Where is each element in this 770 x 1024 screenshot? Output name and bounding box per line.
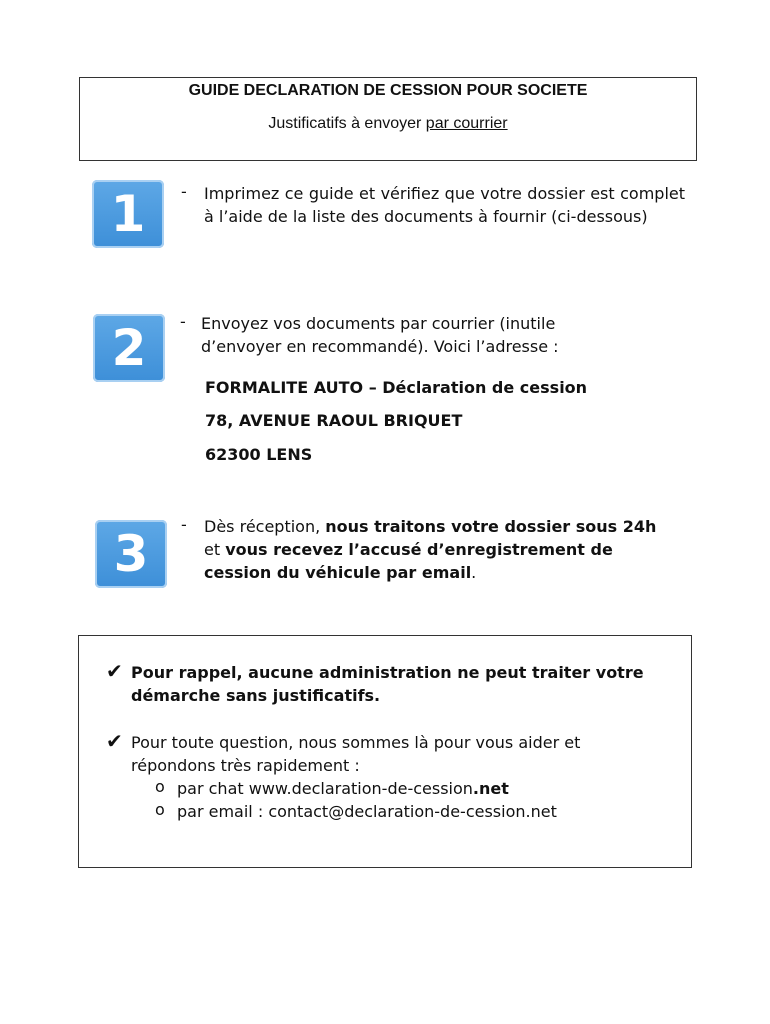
address-company: FORMALITE AUTO – Déclaration de cession: [205, 378, 588, 397]
step-2-dash: -: [180, 312, 186, 331]
reminder-text: Pour rappel, aucune administration ne peut traiter votre démarche sans justificatifs.: [131, 663, 644, 705]
subtitle-prefix: Justificatifs à envoyer: [268, 115, 426, 132]
step-3-part-period: .: [471, 563, 477, 582]
step-3-part-processing: nous traitons votre dossier sous 24h: [325, 517, 657, 536]
step-3-part-and: et: [204, 540, 226, 559]
step-2-line-1: Envoyez vos documents par courrier (inutile: [201, 314, 556, 333]
bullet-icon: o: [155, 800, 165, 819]
address-street: 78, AVENUE RAOUL BRIQUET: [205, 411, 463, 430]
step-1-text: Imprimez ce guide et vérifiez que votre dossier est complet à l’aide de la liste des documents à fournir (ci-dessous): [204, 184, 685, 226]
step-1-badge: 1: [92, 180, 164, 248]
question-line-1: Pour toute question, nous sommes là pour vous aider et: [131, 733, 581, 752]
step-3-part-intro: Dès réception,: [204, 517, 326, 536]
chat-link-tld: .net: [472, 779, 509, 798]
step-2-badge: 2: [93, 314, 165, 382]
question-line-2: répondons très rapidement :: [131, 756, 360, 775]
subtitle-underlined: par courrier: [425, 115, 508, 132]
chat-contact: [177, 777, 509, 800]
step-3-badge: 3: [95, 520, 167, 588]
step-2-line-2: d’envoyer en recommandé). Voici l’adresse :: [201, 337, 559, 356]
check-icon: ✔: [106, 729, 123, 753]
document-subtitle: [80, 115, 696, 133]
step-3-dash: -: [181, 515, 187, 534]
step-3-text: [204, 515, 664, 584]
step-3-part-receipt: vous recevez l’accusé d’enregistrement de cession du véhicule par email: [204, 540, 613, 582]
step-1-dash: -: [181, 182, 187, 201]
header-box: [79, 77, 697, 161]
bullet-icon: o: [155, 777, 165, 796]
document-title: GUIDE DECLARATION DE CESSION POUR SOCIETE: [188, 82, 588, 99]
address-city: 62300 LENS: [205, 445, 313, 464]
check-icon: ✔: [106, 659, 123, 683]
email-contact: par email : contact@declaration-de-cession.net: [177, 802, 557, 821]
chat-link-text: par chat www.declaration-de-cession: [177, 779, 473, 798]
